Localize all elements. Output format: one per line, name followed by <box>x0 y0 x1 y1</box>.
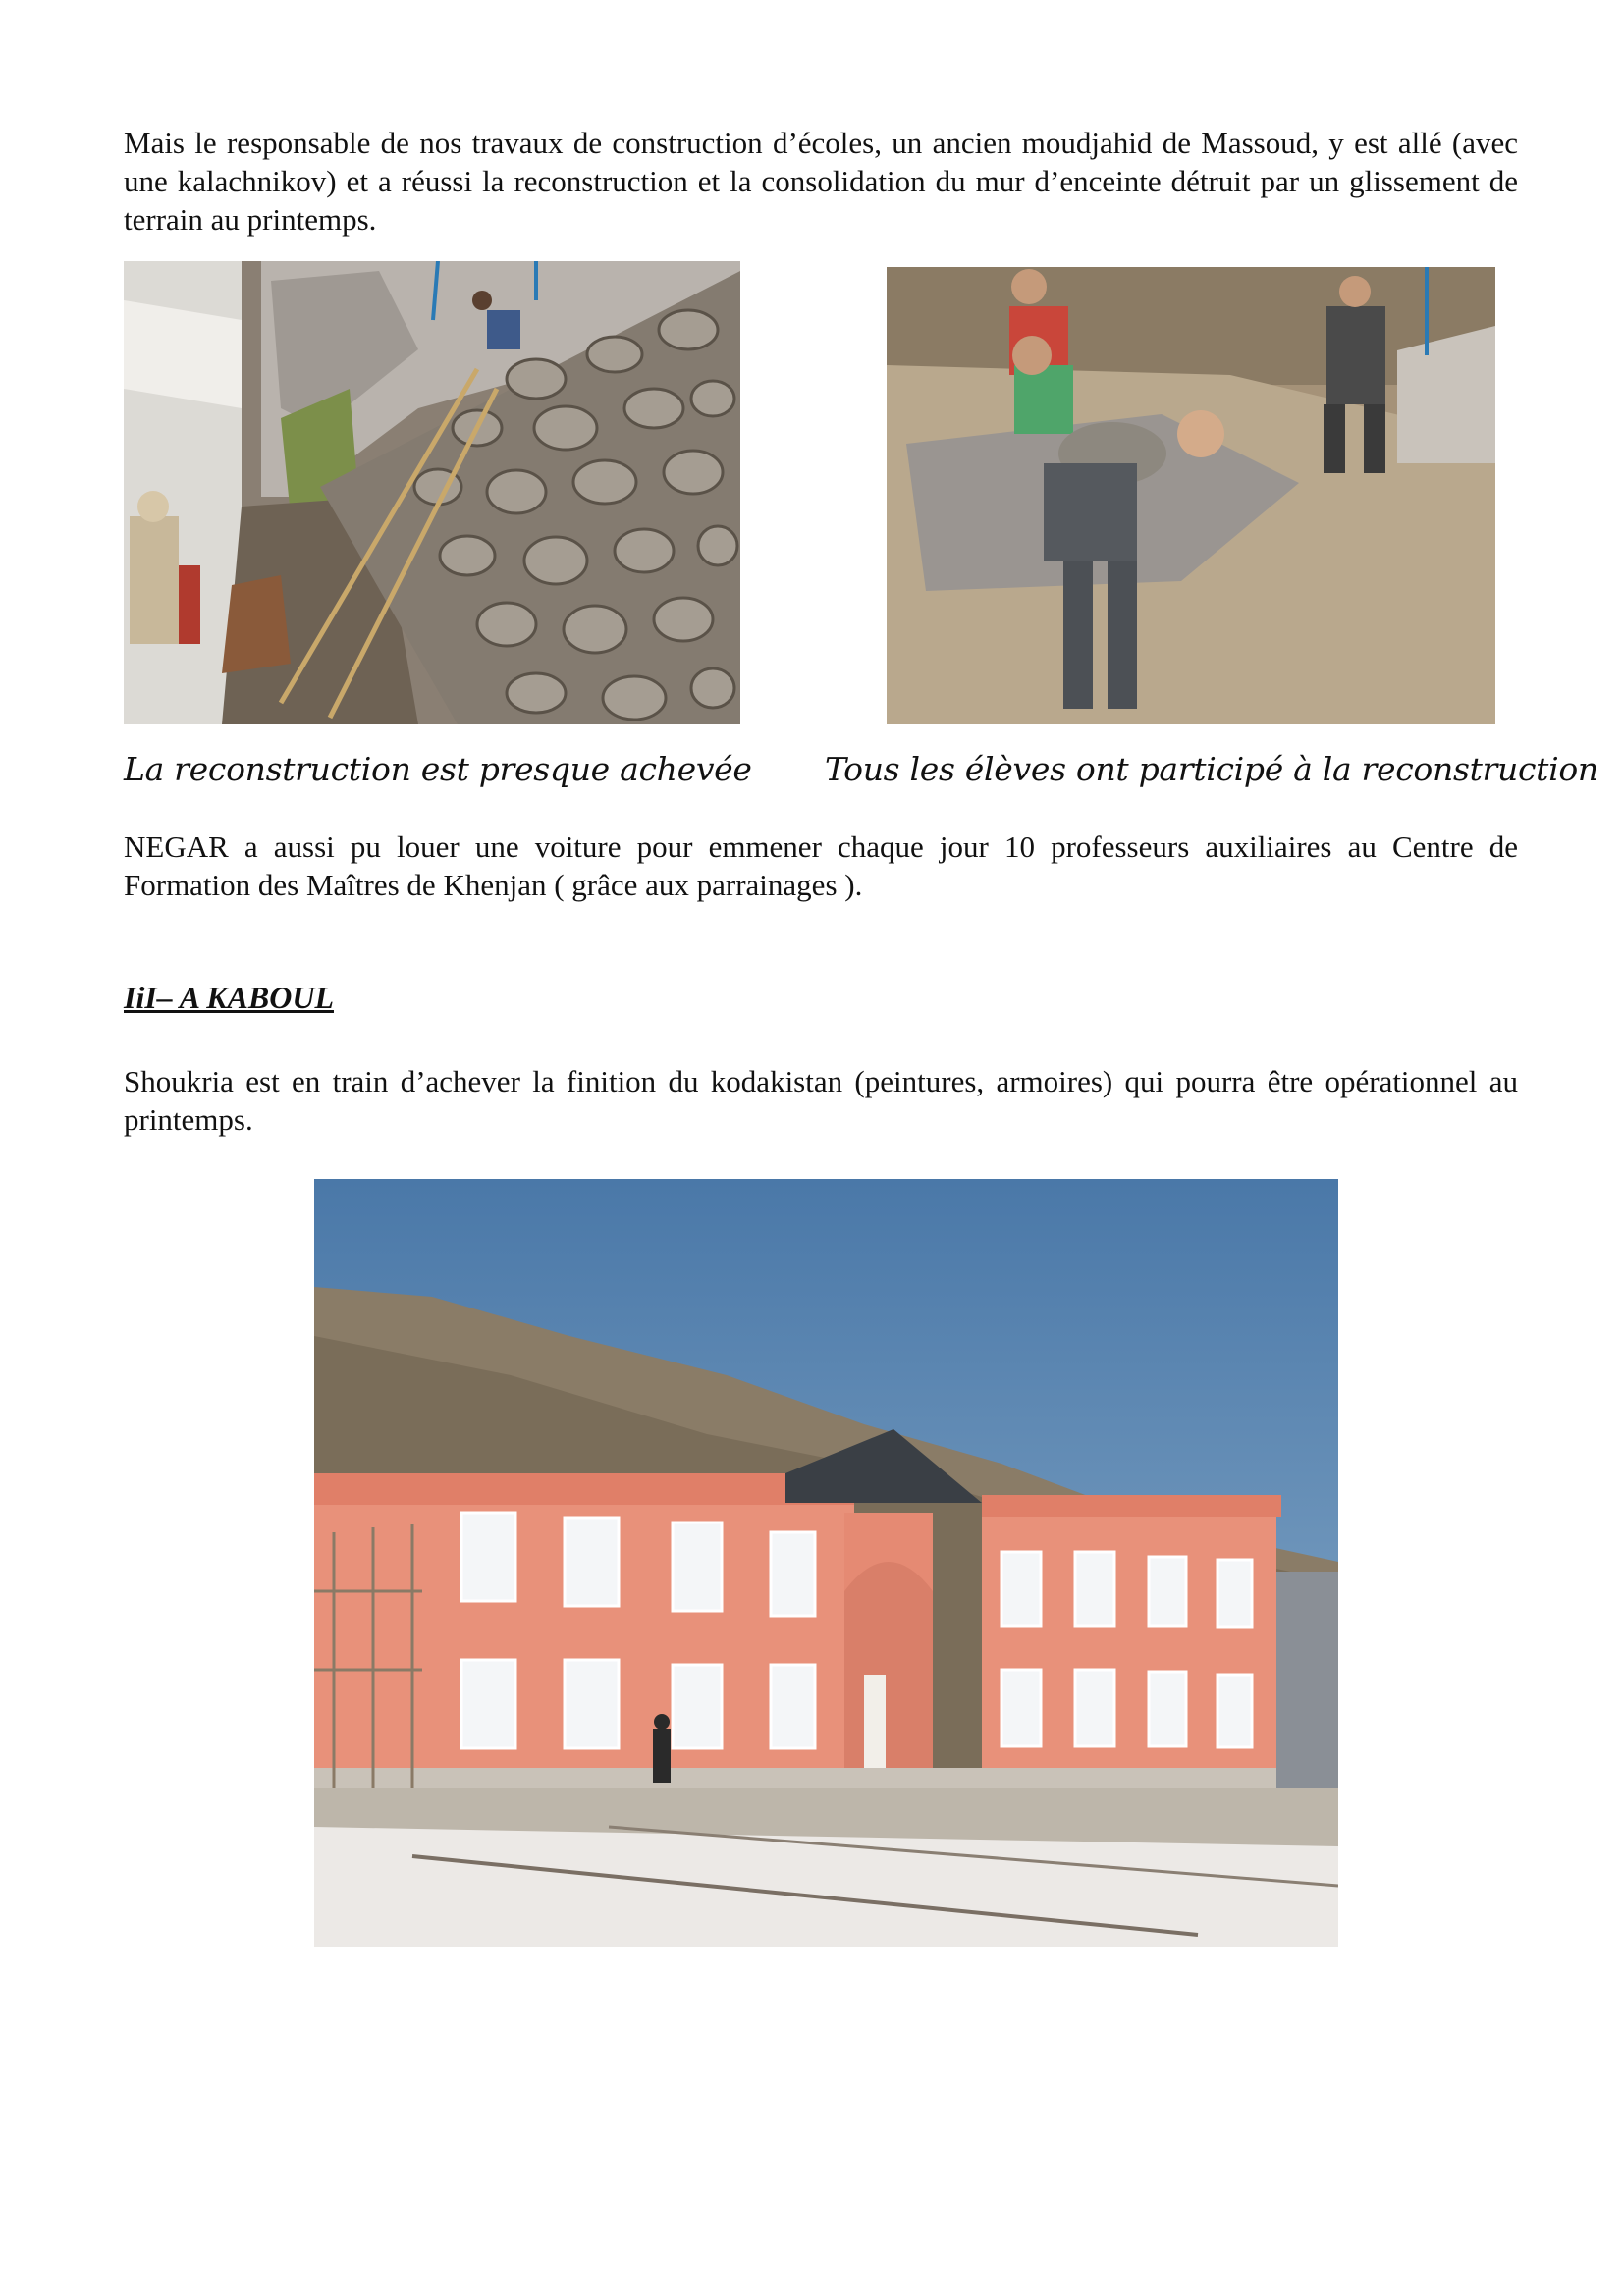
kaboul-paragraph: Shoukria est en train d’achever la finition du kodakistan (peintures, armoires) qui pourra être opérationnel au printemps. <box>124 1064 1518 1137</box>
photo-stone-wall <box>124 261 740 724</box>
intro-paragraph: Mais le responsable de nos travaux de construction d’écoles, un ancien moudjahid de Massoud, y est allé (avec une kalachnikov) et a réussi la reconstruction et la consolidation du mur d’enceinte détruit par un glissement de terrain au printemps. <box>124 126 1518 237</box>
negar-paragraph: NEGAR a aussi pu louer une voiture pour emmener chaque jour 10 professeurs auxiliaires au Centre de Formation des Maîtres de Khenjan ( grâce aux parrainages ). <box>124 829 1518 902</box>
section-title: IiI– A KABOUL <box>124 980 334 1015</box>
photo-school-building <box>314 1179 1338 1947</box>
caption-right: Tous les élèves ont participé à la reconstruction <box>825 750 1598 788</box>
caption-left: La reconstruction est presque achevée <box>124 750 752 788</box>
photo-children-carrying-stones <box>887 267 1495 724</box>
